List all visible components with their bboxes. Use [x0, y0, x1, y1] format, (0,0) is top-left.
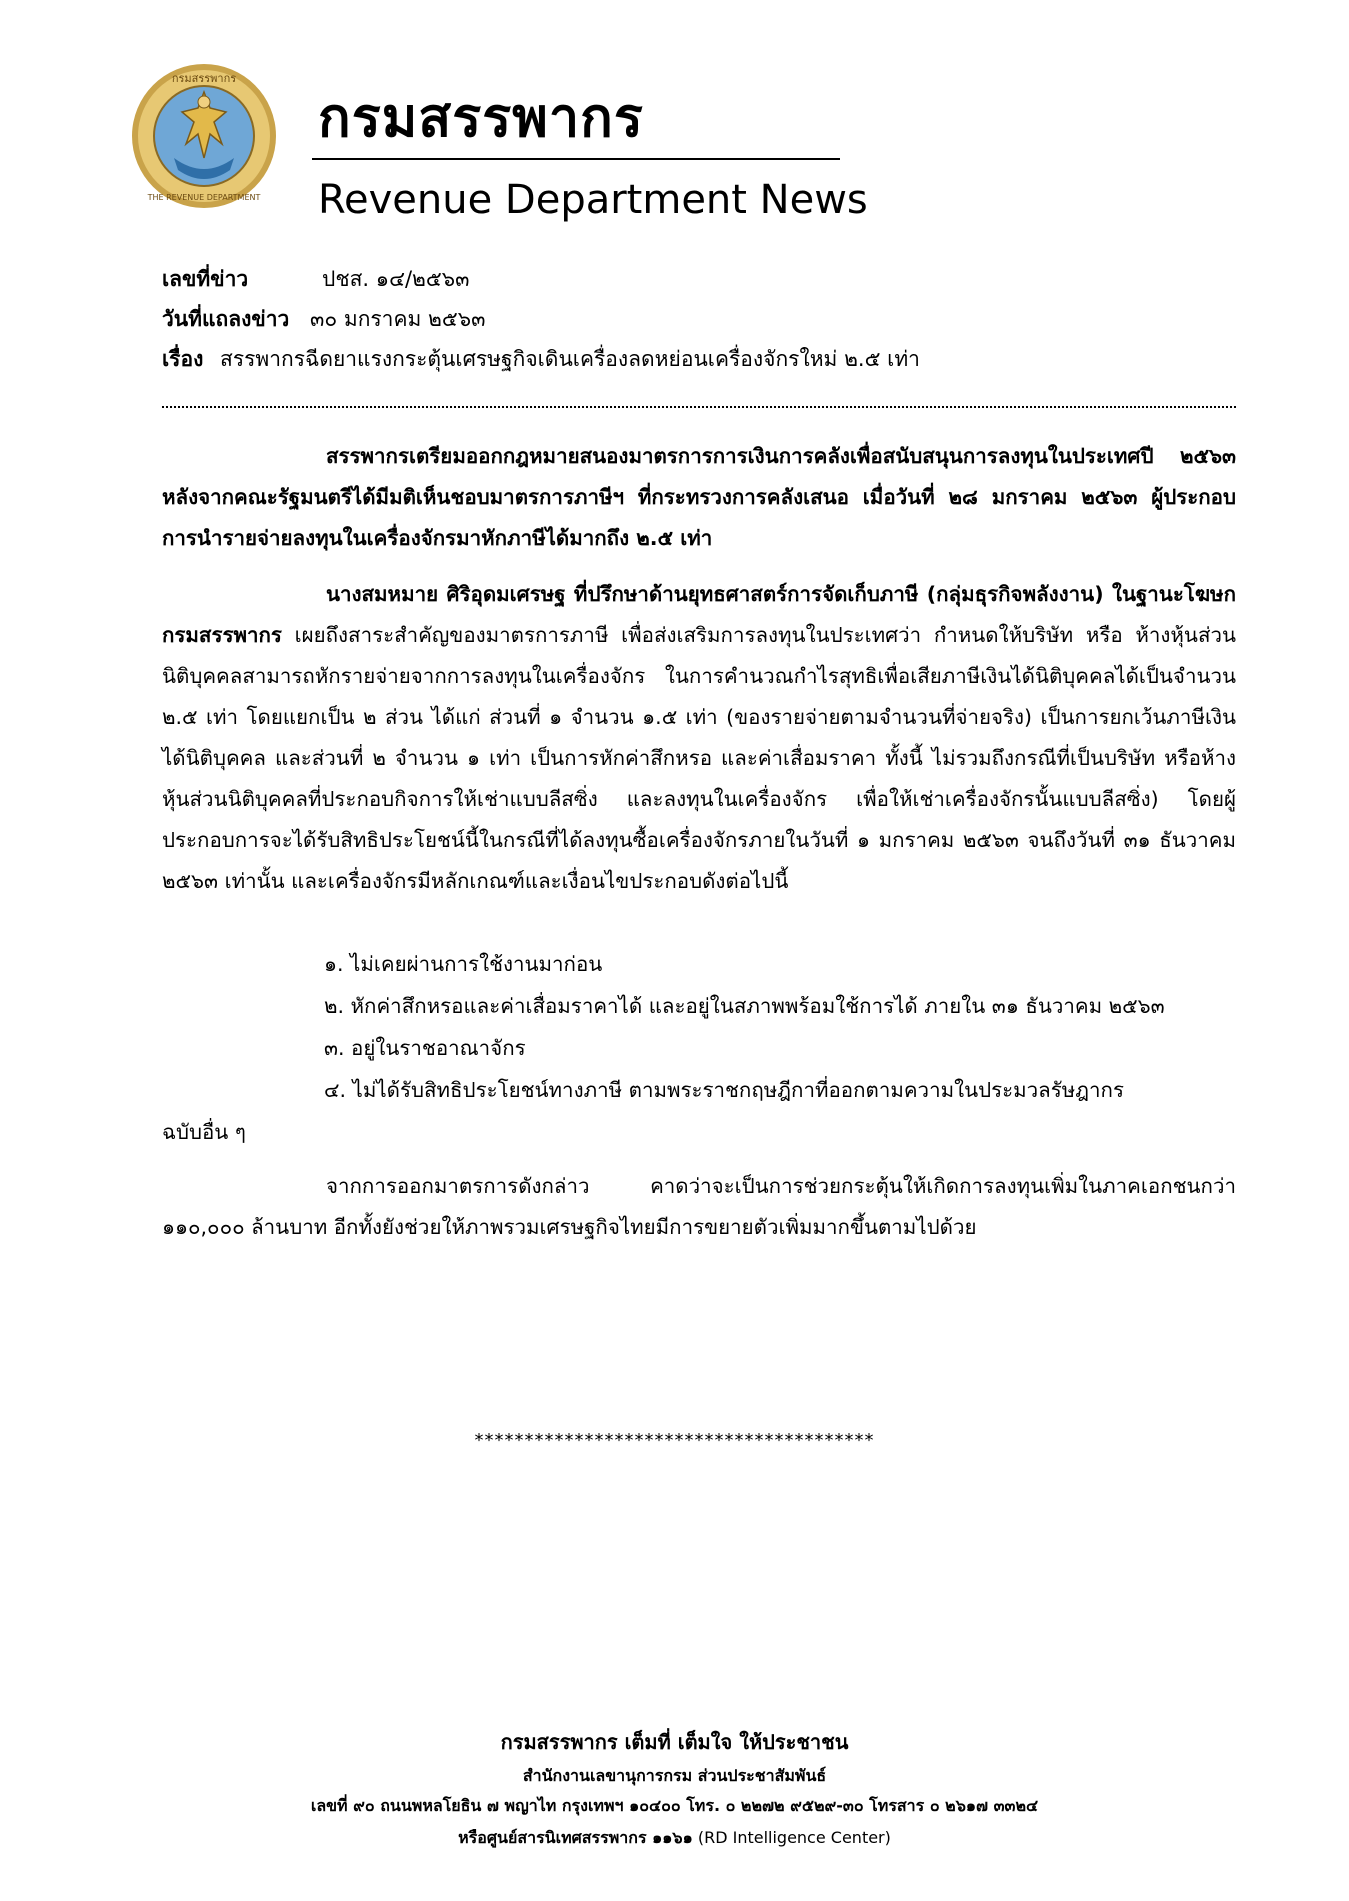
condition-item-3: ๓. อยู่ในราชอาณาจักร: [324, 1036, 526, 1060]
release-date-label: วันที่แถลงข่าว: [162, 307, 290, 331]
end-separator: ****************************************: [474, 1430, 875, 1451]
subject-value: สรรพากรฉีดยาแรงกระตุ้นเศรษฐกิจเดินเครื่องลดหย่อนเครื่องจักรใหม่ ๒.๕ เท่า: [220, 347, 920, 371]
closing-paragraph: จากการออกมาตรการดังกล่าว คาดว่าจะเป็นการช่วยกระตุ้นให้เกิดการลงทุนเพิ่มในภาคเอกชนกว่า ๑๑๐,๐๐๐ ล้านบาท อีกทั้งยังช่วยให้ภาพรวมเศรษฐกิจไทยมีการขยายตัวเพิ่มมากขึ้นตามไปด้วย: [162, 1174, 1236, 1239]
revenue-department-seal: [130, 62, 278, 210]
body-paragraph-text: เผยถึงสาระสำคัญของมาตรการภาษี เพื่อส่งเสริมการลงทุนในประเทศว่า กำหนดให้บริษัท หรือ ห้างหุ้นส่วนนิติบุคคลสามารถหักรายจ่ายจากการลงทุนในเครื่องจักร ในการคำนวณกำไรสุทธิเพื่อเสียภาษีเงินได้นิติบุคคลได้เป็นจำนวน ๒.๕ เท่า โดยแยกเป็น ๒ ส่วน ได้แก่ ส่วนที่ ๑ จำนวน ๑.๕ เท่า (ของรายจ่ายตามจำนวนที่จ่ายจริง) เป็นการยกเว้นภาษีเงินได้นิติบุคคล และส่วนที่ ๒ จำนวน ๑ เท่า เป็นการหักค่าสึกหรอ และค่าเสื่อมราคา ทั้งนี้ ไม่รวมถึงกรณีที่เป็นบริษัท หรือห้างหุ้นส่วนนิติบุคคลที่ประกอบกิจการให้เช่าแบบลีสซิ่ง และลงทุนในเครื่องจักร เพื่อให้เช่าเครื่องจักรนั้นแบบลีสซิ่ง) โดยผู้ประกอบการจะได้รับสิทธิประโยชน์นี้ในกรณีที่ได้ลงทุนซื้อเครื่องจักรภายในวันที่ ๑ มกราคม ๒๕๖๓ จนถึงวันที่ ๓๑ ธันวาคม ๒๕๖๓ เท่านั้น และเครื่องจักรมีหลักเกณฑ์และเงื่อนไขประกอบดังต่อไปนี้: [162, 623, 1236, 893]
subject-label: เรื่อง: [162, 347, 204, 371]
footer-slogan: กรมสรรพากร เต็มที่ เต็มใจ ให้ประชาชน: [500, 1730, 849, 1754]
news-number-label: เลขที่ข่าว: [162, 267, 249, 291]
dotted-divider: [162, 406, 1236, 408]
footer-office: สำนักงานเลขานุการกรม ส่วนประชาสัมพันธ์: [522, 1766, 827, 1785]
header-divider: [312, 158, 840, 160]
condition-item-2: ๒. หักค่าสึกหรอและค่าเสื่อมราคาได้ และอยู่ในสภาพพร้อมใช้การได้ ภายใน ๓๑ ธันวาคม ๒๕๖๓: [324, 994, 1165, 1018]
footer-address: เลขที่ ๙๐ ถนนพหลโยธิน ๗ พญาไท กรุงเทพฯ ๑๐๔๐๐ โทร. ๐ ๒๒๗๒ ๙๕๒๙-๓๐ โทรสาร ๐ ๒๖๑๗ ๓๓๒๔: [310, 1796, 1039, 1815]
condition-item-4-continuation: ฉบับอื่น ๆ: [162, 1120, 246, 1144]
department-title: กรมสรรพากร: [318, 86, 644, 149]
condition-item-4: ๔. ไม่ได้รับสิทธิประโยชน์ทางภาษี ตามพระราชกฤษฎีกาที่ออกตามความในประมวลรัษฎากร: [324, 1078, 1124, 1102]
body-paragraph: [162, 574, 1236, 902]
news-number-row: [162, 262, 470, 296]
seal-text-bottom: THE REVENUE DEPARTMENT: [147, 193, 261, 202]
spokesperson-intro: นางสมหมาย ศิริอุดมเศรษฐ ที่ปรึกษาด้านยุทธศาสตร์การจัดเก็บภาษี (กลุ่มธุรกิจพลังงาน) ในฐานะโฆษกกรมสรรพากร: [162, 582, 1236, 647]
subject-row: [162, 342, 920, 376]
department-subtitle: Revenue Department News: [318, 177, 868, 223]
lead-paragraph: สรรพากรเตรียมออกกฎหมายสนองมาตรการการเงินการคลังเพื่อสนับสนุนการลงทุนในประเทศปี ๒๕๖๓ หลังจากคณะรัฐมนตรีได้มีมติเห็นชอบมาตรการภาษีฯ ที่กระทรวงการคลังเสนอ เมื่อวันที่ ๒๘ มกราคม ๒๕๖๓ ผู้ประกอบการนำรายจ่ายลงทุนในเครื่องจักรมาหักภาษีได้มากถึง ๒.๕ เท่า: [162, 444, 1236, 550]
release-date-value: ๓๐ มกราคม ๒๕๖๓: [310, 307, 486, 331]
release-date-row: [162, 302, 485, 336]
footer-center-th: หรือศูนย์สารนิเทศสรรพากร ๑๑๖๑: [458, 1828, 693, 1847]
seal-text-top: กรมสรรพากร: [171, 72, 237, 85]
condition-item-1: ๑. ไม่เคยผ่านการใช้งานมาก่อน: [324, 952, 603, 976]
news-number-value: ปชส. ๑๔/๒๕๖๓: [322, 267, 470, 291]
footer-center: [0, 1826, 1349, 1851]
footer-center-en: (RD Intelligence Center): [692, 1828, 891, 1847]
